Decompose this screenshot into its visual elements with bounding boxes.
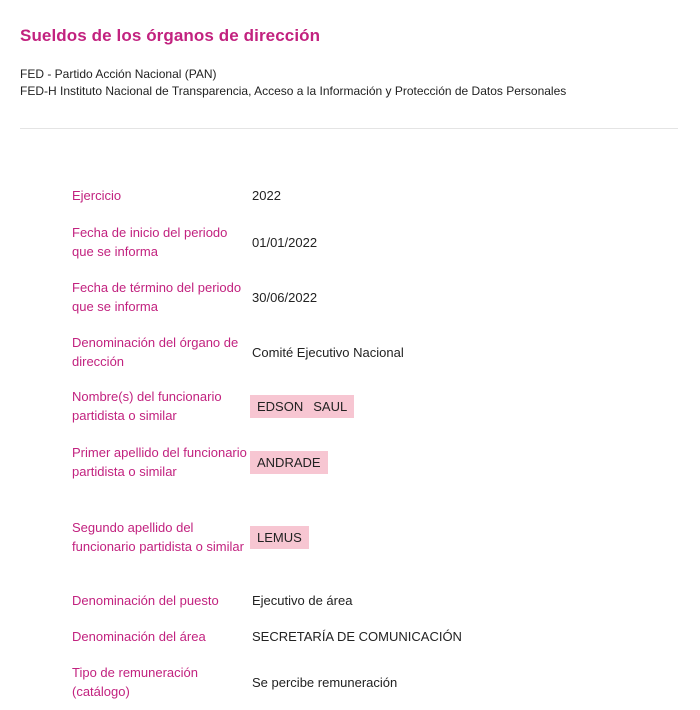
page-title: Sueldos de los órganos de dirección [20, 26, 321, 45]
field-label-segundo-apellido: Segundo apellido del funcionario partidista o similar [72, 520, 244, 554]
field-value-fecha-termino: 30/06/2022 [252, 289, 318, 305]
field-value-tipo-remuneracion: Se percibe remuneración [252, 674, 398, 690]
field-row-nombre [72, 387, 632, 425]
field-value-area: SECRETARÍA DE COMUNICACIÓN [252, 629, 462, 644]
field-value-organo: Comité Ejecutivo Nacional [252, 344, 404, 360]
field-row-ejercicio [72, 186, 632, 205]
field-row-organo [72, 333, 632, 371]
field-label-tipo-remuneracion: Tipo de remuneración (catálogo) [72, 665, 198, 699]
field-value-ejercicio: 2022 [252, 188, 281, 203]
field-value-fecha-inicio: 01/01/2022 [252, 234, 318, 250]
field-label-ejercicio: Ejercicio [72, 188, 122, 203]
field-row-primer-apellido [72, 443, 632, 481]
field-row-tipo-remuneracion [72, 663, 632, 701]
header-divider [20, 128, 678, 129]
field-label-nombre: Nombre(s) del funcionario partidista o similar [72, 389, 222, 423]
field-value-segundo-apellido: LEMUS [250, 526, 309, 549]
field-label-fecha-inicio: Fecha de inicio del periodo que se informa [72, 225, 228, 259]
field-row-area [72, 627, 632, 646]
field-label-puesto: Denominación del puesto [72, 593, 219, 608]
field-row-fecha-termino [72, 278, 632, 316]
field-label-primer-apellido: Primer apellido del funcionario partidista o similar [72, 445, 247, 479]
field-value-puesto: Ejecutivo de área [252, 593, 353, 608]
field-value-nombre-1: EDSON [257, 398, 304, 414]
party-name: FED - Partido Acción Nacional (PAN) [20, 67, 217, 81]
field-label-fecha-termino: Fecha de término del periodo que se informa [72, 280, 242, 314]
field-label-area: Denominación del área [72, 629, 206, 644]
field-row-puesto [72, 591, 632, 610]
field-row-fecha-inicio [72, 223, 632, 261]
field-value-nombre [250, 395, 354, 418]
field-label-organo: Denominación del órgano de dirección [72, 335, 239, 369]
field-value-nombre-2: SAUL [313, 398, 348, 414]
field-row-segundo-apellido [72, 518, 632, 556]
institution-name: FED-H Instituto Nacional de Transparencia, Acceso a la Información y Protección de Datos Personales [20, 84, 567, 98]
field-value-primer-apellido: ANDRADE [250, 451, 328, 474]
